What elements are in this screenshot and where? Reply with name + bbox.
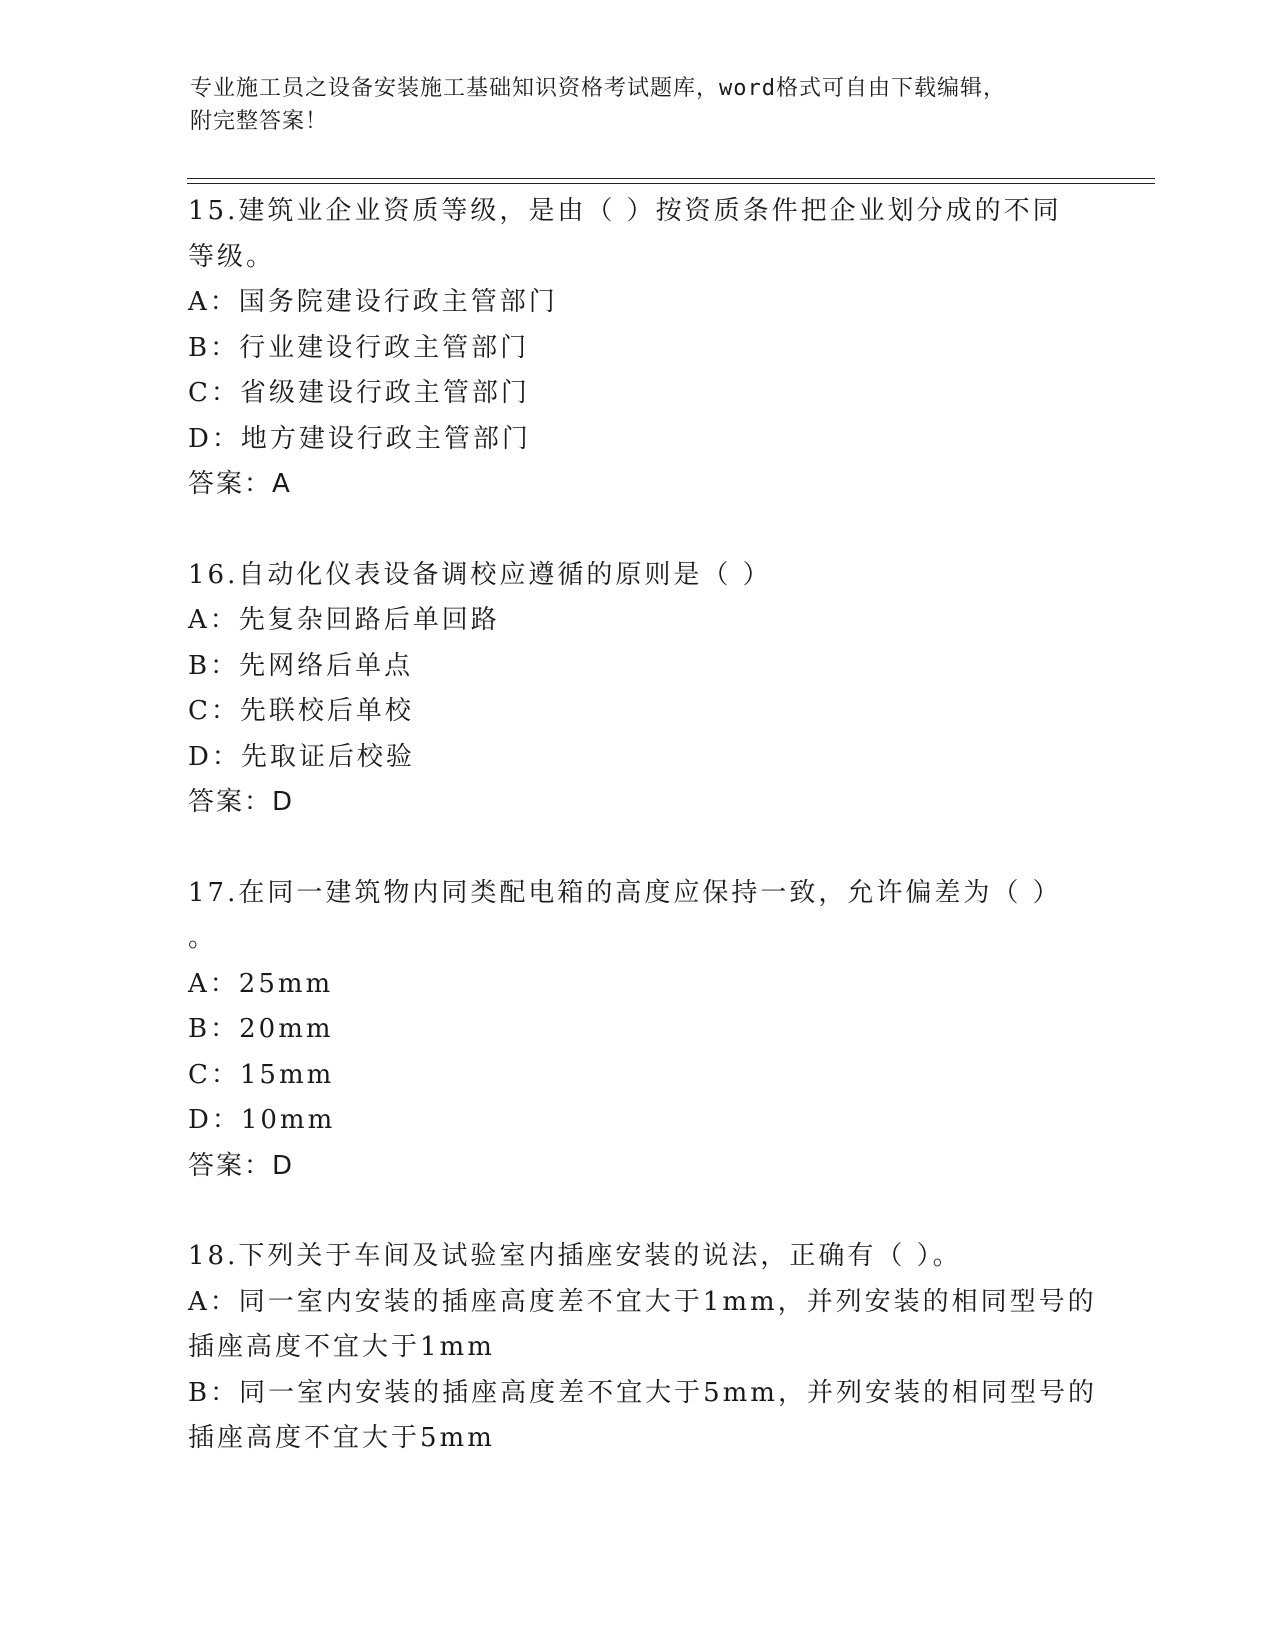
option-c: C：先联校后单校 xyxy=(188,696,414,726)
option-a-continued: 插座高度不宜大于1mm xyxy=(188,1332,495,1362)
option-a: A：25mm xyxy=(188,968,334,999)
option-a: A：国务院建设行政主管部门 xyxy=(188,287,558,317)
option-b: B：行业建设行政主管部门 xyxy=(188,332,530,363)
option-c: C：15mm xyxy=(188,1059,335,1090)
question-stem: 等级。 xyxy=(188,241,276,272)
answer: 答案：D xyxy=(188,1150,295,1181)
header-line-2: 附完整答案！ xyxy=(190,109,329,134)
question-18 xyxy=(188,1234,1097,1462)
question-16 xyxy=(188,553,1088,826)
option-b: B：同一室内安装的插座高度差不宜大于5mm，并列安装的相同型号的 xyxy=(188,1377,1097,1408)
answer: 答案：A xyxy=(188,469,292,499)
question-list xyxy=(188,189,1097,1507)
option-b-continued: 插座高度不宜大于5mm xyxy=(188,1423,495,1453)
header-line-1: 专业施工员之设备安装施工基础知识资格考试题库，word格式可自由下载编辑， xyxy=(190,76,1006,101)
document-header xyxy=(190,72,1070,138)
answer: 答案：D xyxy=(188,787,295,817)
question-stem: 16.自动化仪表设备调校应遵循的原则是（ ） xyxy=(188,559,772,590)
header-divider-top xyxy=(187,178,1155,179)
option-d: D：10mm xyxy=(188,1105,336,1135)
question-stem: 15.建筑业企业资质等级，是由（ ）按资质条件把企业划分成的不同 xyxy=(188,196,1062,226)
option-c: C：省级建设行政主管部门 xyxy=(188,378,530,408)
option-d: D：先取证后校验 xyxy=(188,741,415,772)
option-b: B：先网络后单点 xyxy=(188,650,414,681)
option-b: B：20mm xyxy=(188,1014,334,1044)
header-divider-bottom xyxy=(187,183,1155,184)
option-d: D：地方建设行政主管部门 xyxy=(188,423,531,454)
question-stem: 17.在同一建筑物内同类配电箱的高度应保持一致，允许偏差为（ ） xyxy=(188,877,1062,908)
option-a: A：同一室内安装的插座高度差不宜大于1mm，并列安装的相同型号的 xyxy=(188,1286,1097,1317)
question-15 xyxy=(188,189,1088,508)
question-stem: 18.下列关于车间及试验室内插座安装的说法，正确有（ ）。 xyxy=(188,1241,962,1271)
question-17 xyxy=(188,871,1088,1190)
option-a: A：先复杂回路后单回路 xyxy=(188,605,500,635)
question-stem: 。 xyxy=(188,923,218,953)
